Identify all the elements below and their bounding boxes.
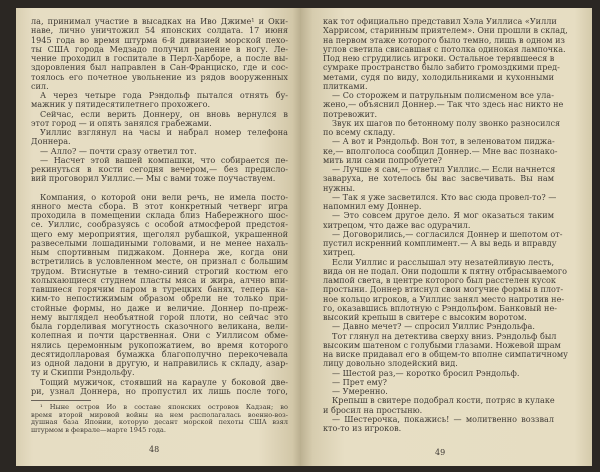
text-line: мажник у пятидесятилетнего прохожего.: [31, 99, 211, 110]
text-line: Под нею сгрудились игроки. Остальное терявшееся в: [323, 53, 555, 63]
text-line: ты США города Медзадо получил ранение в ногу. Ле-: [31, 43, 288, 54]
text-line: напомнил ему Доннер.: [323, 201, 422, 211]
text-line: Тот глянул на детектива сверху вниз. Рэндольф был: [332, 330, 557, 341]
text-line: Сейчас, если верить Доннеру, он вновь вернулся в: [40, 108, 288, 119]
text-line: Звук их шагов по бетонному полу звонко разносился: [332, 117, 561, 128]
paragraph: [31, 378, 288, 397]
text-line: из одной ладони в другую, и направились к складу, азар-: [31, 358, 288, 368]
footnote-line: душная база Японии, которую десант морской пехоты США взял: [31, 418, 288, 427]
paragraph: [323, 165, 554, 193]
text-line: ке,— вполголоса сообщил Доннер.— Мне вас познако-: [323, 145, 558, 156]
text-line: рекинуться в кости сегодня вечером,— без предисло-: [31, 164, 288, 174]
text-line: плитками.: [323, 80, 368, 91]
text-line: чение проходил в госпитале в Перл-Харборе, а после вы-: [31, 53, 288, 63]
text-line: метами, судя по виду, холодильниками и кухонными: [323, 71, 554, 82]
text-line: и бросил на простыню.: [323, 404, 423, 415]
text-line: — Умеренно.: [332, 386, 388, 396]
text-line: кто-то из игроков.: [323, 423, 402, 433]
text-line: жено,— объяснил Доннер.— Так что здесь нас никто не: [323, 99, 564, 110]
text-line: вий проговорил Уиллис.— Мы с вами тоже поучаствуем.: [31, 173, 276, 184]
text-line: развеселыми лошадиными головами, и не менее нахаль-: [31, 237, 288, 248]
text-line: го, оказавшись вплотную с Рэндольфом. Банковый не-: [323, 302, 557, 313]
text-line: потревожит.: [323, 108, 378, 119]
text-line: — Шестой раз,— коротко бросил Рэндольф.: [332, 367, 520, 378]
paragraph: [31, 110, 288, 129]
paragraph: [323, 330, 568, 369]
text-line: Тощий мужичок, стоявший на карауле у боковой две-: [40, 376, 288, 387]
text-line: Если Уиллис и расслышал эту незатейливую лесть,: [332, 256, 555, 267]
text-line: заваруха, не хотелось бы вас засвечивать. Вы нам: [323, 173, 554, 184]
text-line: Компания, о которой они вели речь, не имела посто-: [40, 191, 288, 202]
text-line: мить или сами попробуете?: [323, 154, 443, 165]
paragraph: [323, 16, 568, 91]
paragraph: [323, 90, 564, 119]
right-page-body: [323, 16, 568, 433]
text-line: тавшиеся горячим паром в турецких банях, теперь ка-: [31, 284, 288, 294]
text-line: — Это совсем другое дело. Я мог оказаться таким: [332, 210, 554, 221]
paragraph: [31, 91, 288, 110]
footnote-line: штурмом в феврале—марте 1945 года.: [31, 425, 166, 434]
text-line: на виске придавал его в общем-то вполне симпатичному: [323, 349, 568, 359]
text-line: вида он не подал. Они подошли к пятну отбрасываемого: [323, 265, 568, 276]
footnote-line: ¹ Ныне остров Ио в составе японских островов Кадзан; во: [40, 403, 288, 411]
text-line: — Лучше я сам,— ответил Уиллис.— Если начнется: [332, 164, 556, 174]
text-line: — Со сторожем и патрульным полисменом все ула-: [332, 90, 554, 100]
text-line: щего ему мероприятия, щеголял рубашкой, украшенной: [31, 228, 288, 239]
text-line: — Насчет этой вашей компашки, что собирается пе-: [40, 154, 288, 165]
paragraph: [323, 211, 554, 230]
text-line: — Так я уже засветился. Кто вас сюда провел-то? —: [332, 191, 557, 202]
text-line: сумраке пространство было забито громоздкими пред-: [323, 62, 560, 73]
text-line: этот город — и опять занялся грабежами.: [31, 117, 212, 128]
text-line: трудом. Втиснутые в темно-синий строгий костюм его: [31, 265, 288, 276]
text-line: высоким шатеном с голубыми глазами. Ножевой шрам: [323, 339, 561, 350]
left-page-body: [31, 17, 288, 396]
text-line: здоровления был направлен в Сан-Франциско, где и сос-: [31, 62, 288, 73]
text-line: лицу довольно злодейский вид.: [323, 358, 458, 369]
text-line: се. Уиллис, сообразуясь с особой атмосферой предстоя-: [31, 219, 288, 230]
text-line: ное кольцо игроков, а Уиллис занял место напротив не-: [323, 293, 565, 304]
paragraph: [323, 117, 561, 138]
text-line: пустил искренний комплимент.— А вы ведь и вправду: [323, 238, 557, 248]
text-line: была горделивая могутность сказочного великана, вели-: [31, 321, 288, 331]
right-page-text: [323, 16, 568, 433]
text-line: ри, узнал Доннера, но пропустил их лишь после того,: [31, 385, 288, 396]
text-line: ла, принимал участие в высадках на Иво Джиме¹ и Оки-: [31, 16, 288, 26]
text-line: нялись церемонным рукопожатием, во время которого: [31, 339, 288, 350]
text-line: проходила в помещении склада близ Набережного шос-: [31, 210, 288, 220]
footnote-divider: [31, 400, 91, 401]
text-line: тоялось его почетное увольнение из рядов вооруженных: [31, 71, 288, 82]
text-line: — Алло? — почти сразу ответил тот.: [40, 145, 197, 156]
text-line: янного места сбора. В этот конкретный четверг игра: [31, 200, 288, 211]
text-line: — А вот и Рэндольф. Вон тот, в зеленоватом пиджа-: [332, 136, 555, 147]
paragraph: [323, 396, 554, 415]
text-line: углов светила свисавшая с потолка одинокая лампочка.: [323, 43, 566, 54]
text-line: наве, лично уничтожил 54 японских солдата. 17 июня: [31, 25, 288, 36]
paragraph: [31, 156, 288, 184]
text-line: ким-то непостижимым образом обрели не только при-: [31, 293, 288, 304]
left-page-text: [31, 17, 288, 434]
text-line: Харрисом, старинным приятелем». Они прошли в склад,: [323, 25, 568, 36]
paragraph: [323, 415, 554, 434]
text-line: Доннера.: [31, 136, 71, 147]
text-line: как тот официально представил Хэла Уиллиса «Уилли: [323, 16, 557, 26]
text-line: А через четыре года Рэндольф пытался отнять бу-: [40, 90, 288, 100]
paragraph: [323, 136, 558, 165]
paragraph: [323, 256, 568, 323]
page-number-right: 49: [435, 448, 446, 457]
text-line: нужны.: [323, 182, 356, 193]
text-line: 1945 года во время штурма 6-й дивизией морской пехо-: [31, 34, 288, 45]
text-line: — Договорились,— согласился Доннер и шепотом от-: [332, 228, 563, 239]
paragraph: [31, 128, 288, 147]
text-line: хитрецом, что даже вас одурачил.: [323, 219, 471, 230]
text-line: — Давно мечет? — спросил Уиллис Рэндольфа.: [332, 321, 535, 332]
paragraph: [31, 193, 288, 378]
text-line: лампой света, в центре которого был расстелен кусок: [323, 275, 556, 285]
text-line: на первом этаже которого было темно, лишь в одном из: [323, 34, 565, 45]
text-line: колепная и почти царственная. Они с Уиллисом обме-: [31, 330, 288, 341]
text-line: десятидолларовая бумажка благополучно перекочевала: [31, 348, 288, 359]
text-line: сил.: [31, 80, 49, 91]
paragraph: [31, 17, 288, 91]
paragraph: [323, 191, 557, 212]
text-line: Крепыш в свитере подобрал кости, потряс в кулаке: [332, 395, 555, 406]
right-page: [301, 8, 592, 466]
text-line: колыхающиеся студнем пласты мяса и жира, алчно впи-: [31, 274, 288, 285]
text-line: Уиллис взглянул на часы и набрал номер телефона: [40, 127, 288, 137]
footnote: [31, 404, 288, 434]
page-number-left: 48: [149, 445, 160, 454]
text-line: по всему складу.: [323, 127, 396, 137]
text-line: встретились в условленном месте, он признал с большим: [31, 256, 288, 267]
paragraph: [323, 228, 563, 258]
text-line: простыни. Доннер втиснул свои могучие формы в плот-: [323, 284, 564, 295]
text-line: ным спортивным пиджаком. Доннера же, когда они: [31, 247, 288, 257]
text-line: стойные формы, но даже и величие. Доннер по-преж-: [31, 302, 288, 313]
text-line: нему выглядел необъятной горой плоти, но сейчас это: [31, 311, 288, 322]
footnote-line: время второй мировой войны на нем располагалась военно-воз-: [31, 410, 288, 419]
text-line: высокий крепыш в свитере с высоким воротом.: [323, 312, 527, 322]
left-page: [16, 8, 301, 466]
text-line: — Шестерочка, покажись! — молитвенно воззвал: [332, 413, 554, 424]
text-line: хитрец.: [323, 247, 356, 258]
text-line: ту и Скиппи Рэндольфу.: [31, 367, 135, 378]
text-line: — Прет ему?: [332, 376, 387, 387]
